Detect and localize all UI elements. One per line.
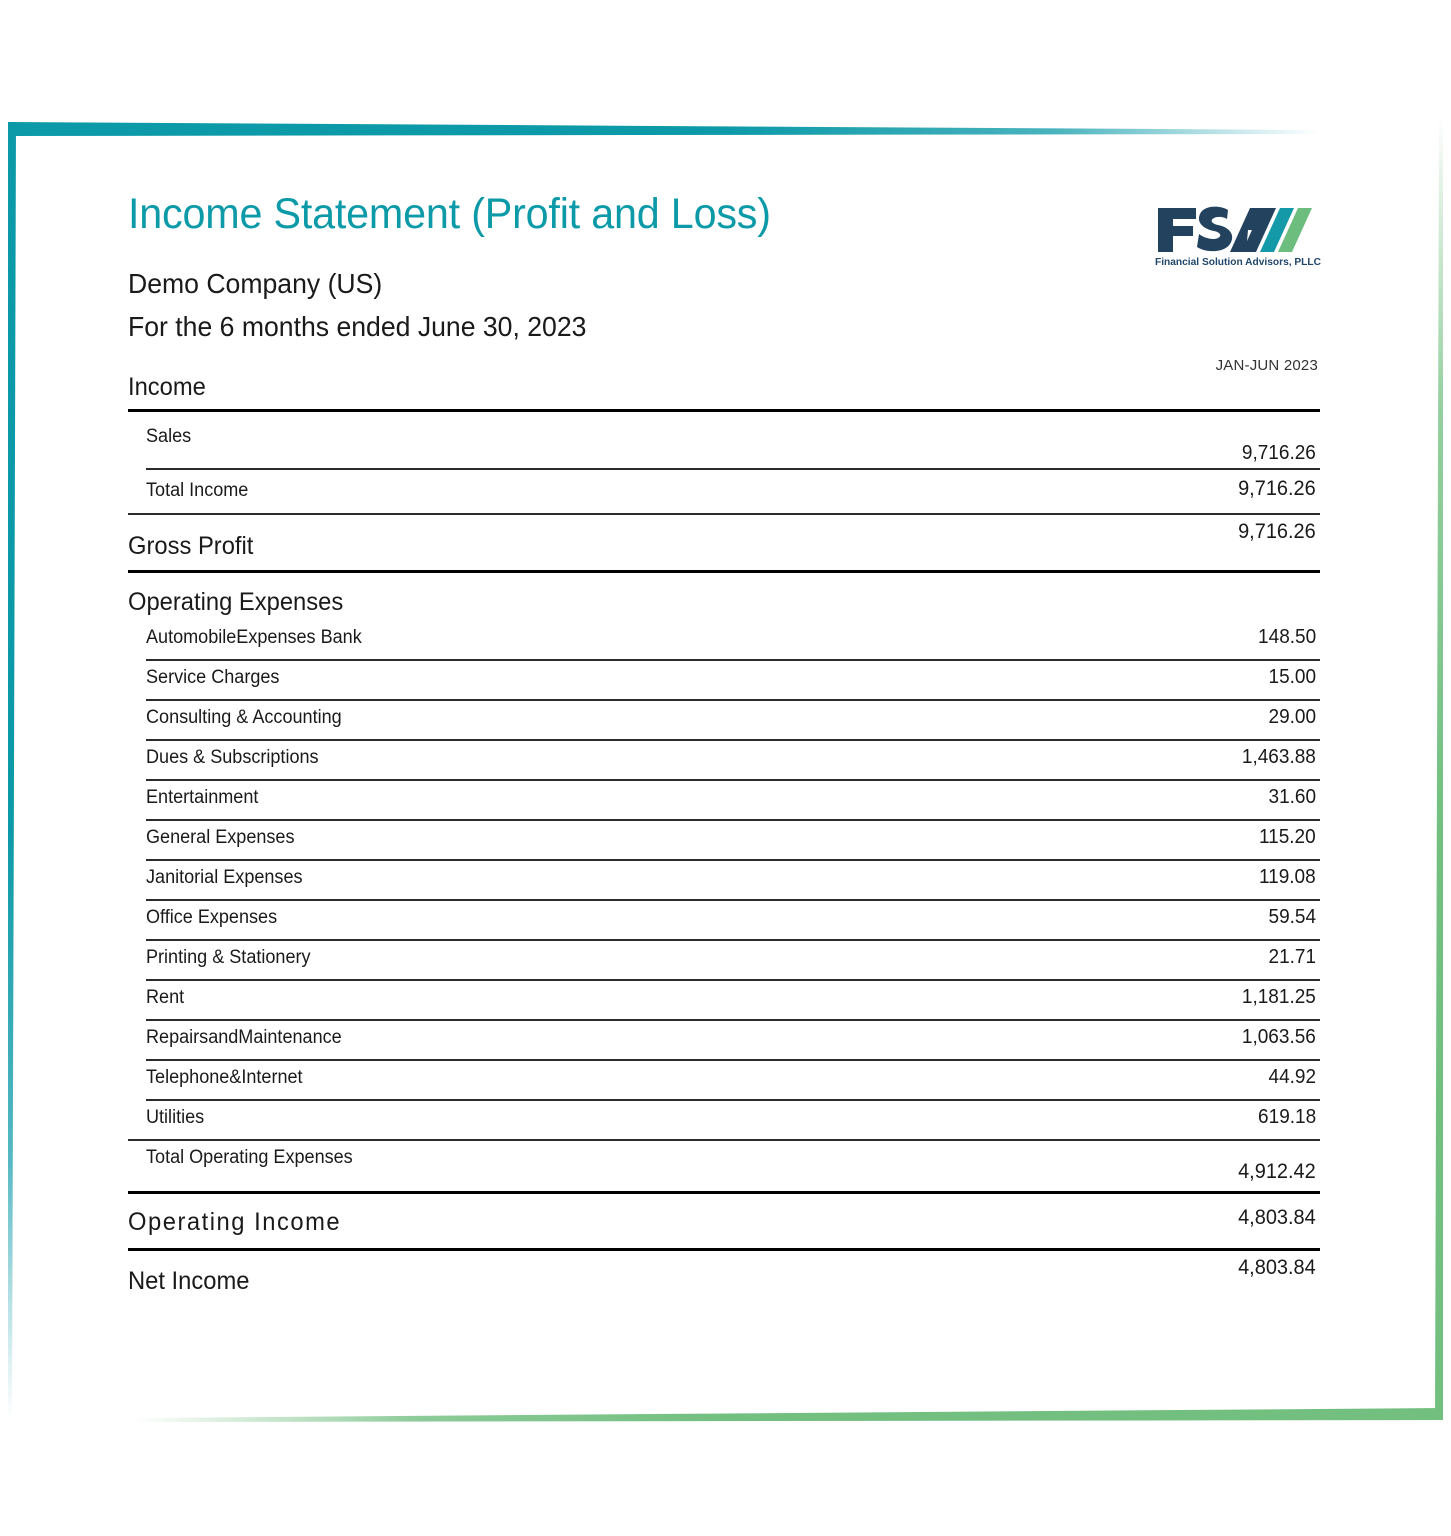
row-label: Entertainment bbox=[146, 787, 259, 808]
table-row bbox=[128, 821, 1320, 861]
row-value: 4,803.84 bbox=[1238, 1256, 1316, 1279]
row-label: Gross Profit bbox=[128, 532, 254, 560]
table-row bbox=[128, 621, 1320, 661]
income-statement-table bbox=[128, 373, 1320, 1309]
row-label: Office Expenses bbox=[146, 907, 278, 928]
row-value: 119.08 bbox=[1259, 866, 1316, 888]
row-value: 4,912.42 bbox=[1238, 1160, 1316, 1183]
row-value: 115.20 bbox=[1259, 826, 1316, 848]
table-row bbox=[128, 1061, 1320, 1101]
company-name: Demo Company (US) bbox=[128, 268, 383, 299]
table-row bbox=[128, 741, 1320, 781]
table-row bbox=[128, 981, 1320, 1021]
row-label: General Expenses bbox=[146, 827, 295, 848]
row-operating-income bbox=[128, 1194, 1320, 1251]
row-label: Total Operating Expenses bbox=[146, 1147, 353, 1168]
row-gross-profit bbox=[128, 515, 1320, 573]
row-value: 21.71 bbox=[1268, 946, 1316, 968]
row-value: 148.50 bbox=[1257, 626, 1316, 648]
row-value: 1,463.88 bbox=[1242, 746, 1316, 768]
row-label: Rent bbox=[146, 987, 185, 1008]
row-value: 31.60 bbox=[1268, 786, 1316, 808]
table-row bbox=[128, 1021, 1320, 1061]
row-label: Net Income bbox=[128, 1267, 250, 1295]
row-value: 4,803.84 bbox=[1238, 1206, 1316, 1229]
row-value: 9,716.26 bbox=[1238, 520, 1316, 543]
row-value: 44.92 bbox=[1268, 1066, 1316, 1088]
row-label: Printing & Stationery bbox=[146, 947, 311, 968]
row-value: 1,181.25 bbox=[1242, 986, 1316, 1008]
row-value: 1,063.56 bbox=[1242, 1026, 1316, 1048]
table-row bbox=[128, 941, 1320, 981]
table-row bbox=[128, 861, 1320, 901]
row-label: Service Charges bbox=[146, 667, 280, 688]
row-label: Sales bbox=[146, 426, 192, 447]
table-row-total bbox=[128, 470, 1320, 515]
row-label: Total Income bbox=[146, 480, 249, 501]
row-value: 9,716.26 bbox=[1242, 442, 1316, 464]
report-period: For the 6 months ended June 30, 2023 bbox=[128, 311, 587, 342]
table-row-total bbox=[128, 1141, 1320, 1194]
row-label: RepairsandMaintenance bbox=[146, 1027, 342, 1048]
row-value: 59.54 bbox=[1268, 906, 1316, 928]
section-header-income-label: Income bbox=[128, 373, 206, 401]
fsa-logo-tagline: Financial Solution Advisors, PLLC bbox=[1154, 256, 1321, 268]
table-row bbox=[128, 701, 1320, 741]
section-header-income bbox=[128, 373, 1320, 417]
row-net-income bbox=[128, 1251, 1320, 1309]
row-value: 29.00 bbox=[1268, 706, 1316, 728]
row-value: 15.00 bbox=[1268, 666, 1316, 688]
row-label: Utilities bbox=[146, 1107, 205, 1128]
row-label: AutomobileExpenses Bank bbox=[146, 627, 362, 648]
section-header-operating-expenses bbox=[128, 573, 1320, 621]
table-row bbox=[128, 417, 1320, 470]
fsa-logo bbox=[1152, 200, 1324, 272]
row-label: Telephone&Internet bbox=[146, 1067, 303, 1088]
row-label: Janitorial Expenses bbox=[146, 867, 303, 888]
table-row bbox=[128, 781, 1320, 821]
column-header-period: JAN-JUN 2023 bbox=[1215, 357, 1318, 374]
table-row bbox=[128, 1101, 1320, 1141]
rule bbox=[128, 409, 1320, 412]
table-row bbox=[128, 661, 1320, 701]
section-header-operating-expenses-label: Operating Expenses bbox=[128, 588, 344, 616]
row-label: Consulting & Accounting bbox=[146, 707, 342, 728]
fsa-logo-mark bbox=[1152, 200, 1324, 256]
table-row bbox=[128, 901, 1320, 941]
row-value: 9,716.26 bbox=[1238, 477, 1316, 500]
row-label: Dues & Subscriptions bbox=[146, 747, 319, 768]
page-title: Income Statement (Profit and Loss) bbox=[128, 190, 771, 238]
row-value: 619.18 bbox=[1257, 1106, 1316, 1128]
row-label: Operating Income bbox=[128, 1208, 342, 1236]
